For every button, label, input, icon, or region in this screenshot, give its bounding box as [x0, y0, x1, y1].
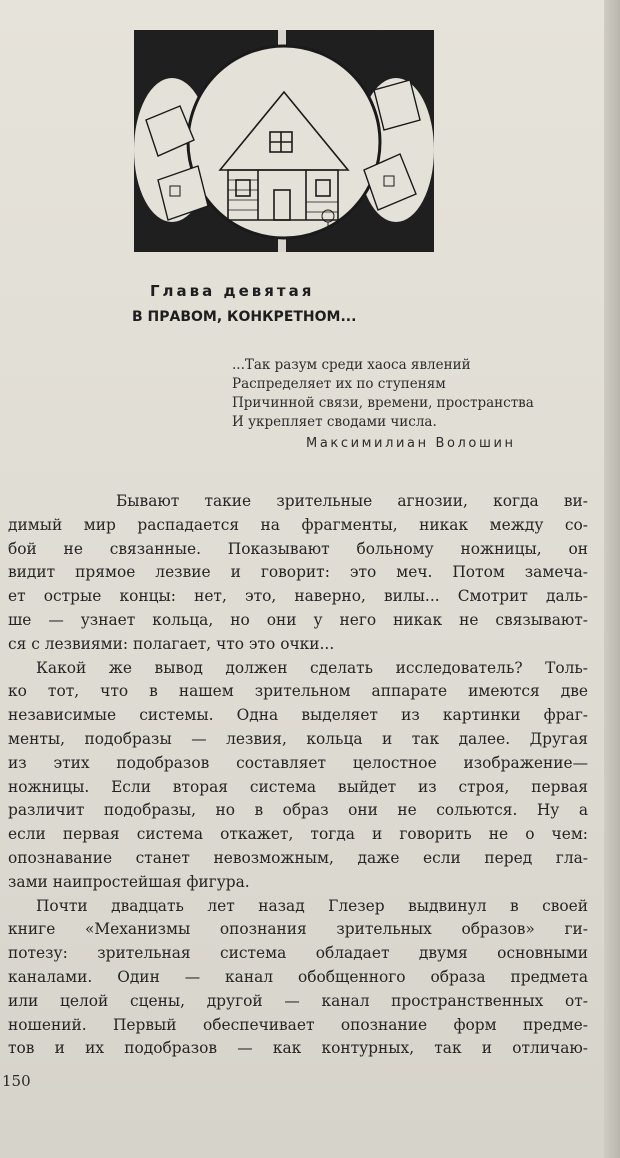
text-line: Бывают такие зрительные агнозии, когда ви- — [116, 492, 588, 510]
page-number: 150 — [2, 1072, 31, 1090]
epigraph-line: Распределяет их по ступеням — [232, 376, 446, 392]
epigraph-line: И укрепляет сводами числа. — [232, 414, 437, 430]
text-line: если первая система откажет, тогда и говорить не о чем: — [8, 825, 588, 844]
chapter-title: В ПРАВОМ, КОНКРЕТНОМ... — [132, 309, 357, 325]
text-line: ся с лезвиями: полагает, что это очки... — [8, 634, 335, 653]
text-line: видит прямое лезвие и говорит: это меч. Потом замеча- — [8, 563, 588, 582]
epigraph-line: Причинной связи, времени, пространства — [232, 395, 534, 411]
book-binding-shadow — [604, 0, 620, 1158]
epigraph — [232, 356, 592, 432]
body-text — [8, 490, 588, 1061]
text-line: Какой же вывод должен сделать исследователь? Толь- — [36, 658, 588, 677]
text-line: опознавание станет невозможным, даже если перед гла- — [8, 848, 588, 867]
text-line: книге «Механизмы опознания зрительных образов» ги- — [8, 920, 588, 939]
text-line: ет острые концы: нет, это, наверно, вилы... Смотрит даль- — [8, 587, 588, 606]
text-line: из этих подобразов составляет целостное изображение— — [8, 753, 588, 772]
text-line: димый мир распадается на фрагменты, никак между со- — [8, 515, 588, 534]
chapter-illustration-houses — [128, 30, 440, 252]
epigraph-author: Максимилиан Волошин — [306, 436, 516, 451]
text-line: ношений. Первый обеспечивает опознание форм предме- — [8, 1015, 588, 1034]
text-line: бой не связанные. Показывают больному ножницы, он — [8, 539, 588, 558]
text-line: тов и их подобразов — как контурных, так и отличаю- — [8, 1039, 588, 1058]
text-line: или целой сцены, другой — канал пространственных от- — [8, 991, 588, 1010]
text-line: ко тот, что в нашем зрительном аппарате имеются две — [8, 682, 588, 701]
text-line: зами наипростейшая фигура. — [8, 872, 250, 891]
text-line: ше — узнает кольца, но они у него никак не связывают- — [8, 610, 588, 629]
epigraph-line: ...Так разум среди хаоса явлений — [232, 357, 471, 373]
paragraph — [8, 657, 588, 895]
text-line: каналами. Один — канал обобщенного образа предмета — [8, 967, 588, 986]
text-line: потезу: зрительная система обладает двумя основными — [8, 944, 588, 963]
text-line: ножницы. Если вторая система выйдет из строя, первая — [8, 777, 588, 796]
text-line: Почти двадцать лет назад Глезер выдвинул в своей — [36, 896, 588, 915]
paragraph — [8, 895, 588, 1062]
text-line: независимые системы. Одна выделяет из картинки фраг- — [8, 706, 588, 725]
text-line: различит подобразы, но в образ они не сольются. Ну а — [8, 801, 588, 820]
text-line: менты, подобразы — лезвия, кольца и так далее. Другая — [8, 729, 588, 748]
paragraph — [8, 490, 588, 657]
chapter-label: Глава девятая — [150, 282, 315, 300]
